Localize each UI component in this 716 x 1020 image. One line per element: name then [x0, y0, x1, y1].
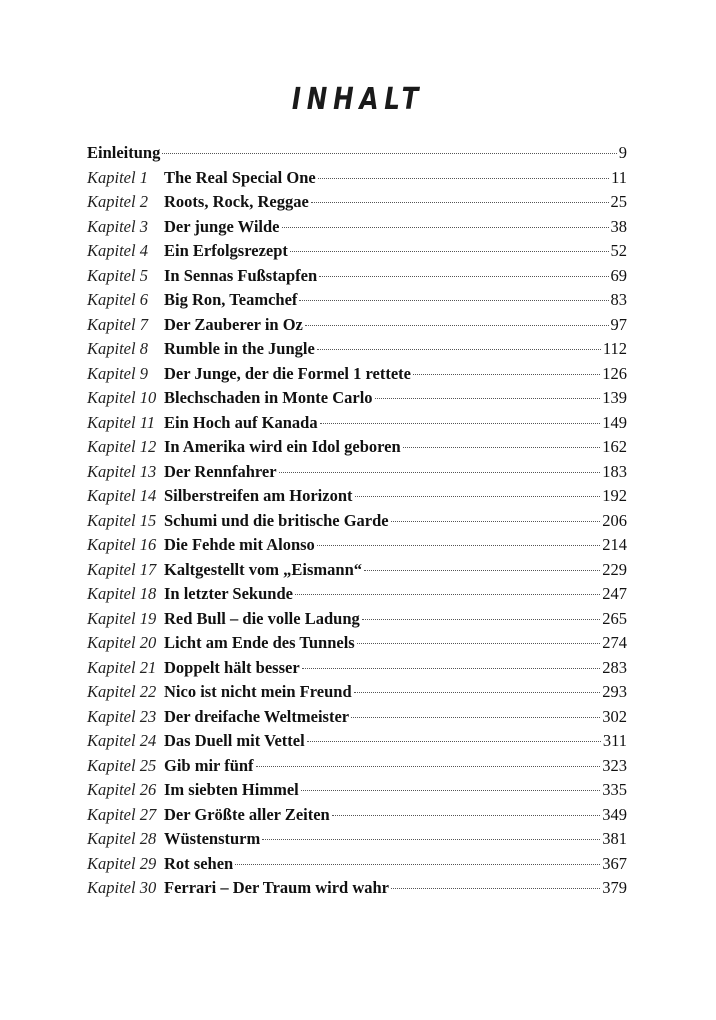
page-number: 367	[602, 853, 627, 873]
dot-leader	[332, 815, 601, 816]
chapter-number: Kapitel 13	[87, 461, 157, 481]
page-number: 25	[610, 192, 627, 211]
dot-leader	[305, 325, 609, 326]
chapter-number: Kapitel 15	[87, 510, 157, 530]
chapter-number: Kapitel 24	[87, 731, 157, 750]
toc-entry	[87, 754, 627, 779]
chapter-title: Wüstensturm	[164, 829, 261, 848]
chapter-number: Kapitel 29	[87, 853, 157, 873]
dot-leader	[279, 472, 601, 473]
page-number: 9	[618, 143, 627, 162]
chapter-number: Kapitel 12	[87, 437, 157, 456]
chapter-title: Die Fehde mit Alonso	[164, 535, 315, 554]
chapter-number: Kapitel 4	[87, 241, 148, 260]
toc-entry	[87, 631, 627, 656]
toc-entry	[87, 680, 627, 705]
toc-entry	[87, 509, 627, 534]
dot-leader	[282, 227, 609, 228]
toc-entry	[87, 215, 627, 240]
toc-entry	[87, 435, 627, 460]
chapter-title: Roots, Rock, Reggae	[164, 192, 309, 211]
chapter-title: Licht am Ende des Tunnels	[164, 633, 355, 652]
page-number: 335	[602, 780, 627, 799]
chapter-number: Kapitel 20	[87, 633, 157, 652]
dot-leader	[311, 202, 609, 203]
page-title: INHALT	[291, 82, 425, 117]
chapter-title: Der dreifache Weltmeister	[164, 706, 350, 726]
chapter-number: Kapitel 8	[87, 339, 148, 358]
chapter-title: Ein Erfolgsrezept	[164, 241, 288, 260]
dot-leader	[317, 545, 600, 546]
toc-entry	[87, 876, 627, 901]
toc-entry	[87, 803, 627, 828]
toc-entry	[87, 313, 627, 338]
toc-entry	[87, 337, 627, 362]
dot-leader	[357, 643, 601, 644]
page-number: 38	[610, 216, 627, 236]
chapter-number: Kapitel 6	[87, 290, 148, 309]
page-number: 83	[610, 290, 627, 309]
page-number: 214	[602, 535, 627, 554]
dot-leader	[351, 717, 600, 718]
dot-leader	[295, 594, 600, 595]
dot-leader	[364, 570, 600, 571]
page-number: 349	[602, 804, 627, 824]
page-number: 97	[610, 314, 627, 334]
chapter-title: Silberstreifen am Horizont	[164, 486, 353, 505]
dot-leader	[320, 423, 601, 424]
chapter-number: Kapitel 9	[87, 363, 148, 383]
chapter-number: Kapitel 7	[87, 314, 148, 334]
page-number: 162	[602, 437, 627, 456]
dot-leader	[355, 496, 601, 497]
toc-entry	[87, 386, 627, 411]
chapter-title: Schumi und die britische Garde	[164, 510, 389, 530]
dot-leader	[319, 276, 608, 277]
page-number: 126	[602, 363, 627, 383]
chapter-title: In Amerika wird ein Idol geboren	[164, 437, 401, 456]
dot-leader	[299, 300, 608, 301]
toc-entry	[87, 582, 627, 607]
page-number: 293	[602, 682, 627, 701]
chapter-title: Im siebten Himmel	[164, 780, 299, 799]
page-number: 149	[602, 412, 627, 432]
page-number: 183	[602, 461, 627, 481]
chapter-title: Kaltgestellt vom „Eismann“	[164, 559, 362, 579]
page-number: 283	[602, 657, 627, 677]
chapter-number: Kapitel 30	[87, 878, 157, 897]
chapter-number: Kapitel 23	[87, 706, 157, 726]
page-number: 206	[602, 510, 627, 530]
toc-entry	[87, 288, 627, 313]
dot-leader	[403, 447, 601, 448]
chapter-title: Gib mir fünf	[164, 755, 254, 775]
chapter-number: Kapitel 17	[87, 559, 157, 579]
chapter-title: Red Bull – die volle Ladung	[164, 608, 360, 628]
dot-leader	[262, 839, 600, 840]
dot-leader	[290, 251, 609, 252]
chapter-title: Ein Hoch auf Kanada	[164, 412, 318, 432]
page-number: 379	[602, 878, 627, 897]
chapter-title: Rot sehen	[164, 853, 234, 873]
page-number: 139	[602, 388, 627, 407]
table-of-contents	[87, 141, 627, 901]
toc-entry	[87, 533, 627, 558]
toc-entry	[87, 362, 627, 387]
dot-leader	[307, 741, 601, 742]
chapter-number: Kapitel 1	[87, 167, 148, 187]
chapter-title: In Sennas Fußstapfen	[164, 265, 318, 285]
dot-leader	[235, 864, 600, 865]
toc-entry	[87, 778, 627, 803]
page-number: 311	[602, 731, 627, 750]
chapter-number: Kapitel 26	[87, 780, 157, 799]
chapter-title: Der Junge, der die Formel 1 rettete	[164, 363, 411, 383]
chapter-number: Kapitel 3	[87, 216, 148, 236]
toc-entry	[87, 141, 627, 166]
chapter-title: Ferrari – Der Traum wird wahr	[164, 878, 389, 897]
toc-entry	[87, 166, 627, 191]
chapter-number: Kapitel 14	[87, 486, 157, 505]
chapter-number: Kapitel 16	[87, 535, 157, 554]
toc-entry	[87, 705, 627, 730]
chapter-number: Kapitel 18	[87, 584, 157, 603]
chapter-title: Big Ron, Teamchef	[164, 290, 298, 309]
toc-entry	[87, 239, 627, 264]
dot-leader	[162, 153, 616, 154]
toc-entry	[87, 411, 627, 436]
dot-leader	[256, 766, 601, 767]
page-number: 323	[602, 755, 627, 775]
chapter-title: Blechschaden in Monte Carlo	[164, 388, 373, 407]
dot-leader	[302, 668, 601, 669]
toc-entry	[87, 190, 627, 215]
page-number: 52	[610, 241, 627, 260]
page-number: 381	[602, 829, 627, 848]
chapter-title: The Real Special One	[164, 167, 316, 187]
chapter-number: Kapitel 28	[87, 829, 157, 848]
dot-leader	[391, 521, 601, 522]
chapter-title: Einleitung	[87, 143, 161, 162]
toc-entry	[87, 460, 627, 485]
dot-leader	[318, 178, 609, 179]
chapter-title: In letzter Sekunde	[164, 584, 293, 603]
page-number: 69	[610, 265, 627, 285]
page-number: 265	[602, 608, 627, 628]
toc-entry	[87, 558, 627, 583]
chapter-title: Doppelt hält besser	[164, 657, 300, 677]
chapter-title: Der Größte aller Zeiten	[164, 804, 330, 824]
page-number: 192	[602, 486, 627, 505]
dot-leader	[301, 790, 601, 791]
toc-entry	[87, 729, 627, 754]
chapter-number: Kapitel 10	[87, 388, 157, 407]
chapter-number: Kapitel 22	[87, 682, 157, 701]
chapter-number: Kapitel 19	[87, 608, 157, 628]
chapter-title: Rumble in the Jungle	[164, 339, 315, 358]
toc-entry	[87, 827, 627, 852]
chapter-title: Das Duell mit Vettel	[164, 731, 305, 750]
toc-entry	[87, 656, 627, 681]
chapter-number: Kapitel 2	[87, 192, 148, 211]
chapter-number: Kapitel 25	[87, 755, 157, 775]
chapter-number: Kapitel 27	[87, 804, 157, 824]
chapter-title: Nico ist nicht mein Freund	[164, 682, 352, 701]
dot-leader	[354, 692, 601, 693]
dot-leader	[375, 398, 601, 399]
toc-entry	[87, 852, 627, 877]
chapter-number: Kapitel 5	[87, 265, 148, 285]
page-number: 274	[602, 633, 627, 652]
chapter-number: Kapitel 21	[87, 657, 157, 677]
page-number: 112	[602, 339, 627, 358]
chapter-title: Der junge Wilde	[164, 216, 280, 236]
dot-leader	[391, 888, 600, 889]
chapter-title: Der Zauberer in Oz	[164, 314, 303, 334]
dot-leader	[317, 349, 601, 350]
page-number: 229	[602, 559, 627, 579]
toc-entry	[87, 264, 627, 289]
page-number: 247	[602, 584, 627, 603]
chapter-title: Der Rennfahrer	[164, 461, 277, 481]
page-number: 11	[611, 167, 627, 187]
dot-leader	[362, 619, 600, 620]
chapter-number: Kapitel 11	[87, 412, 155, 432]
page-number: 302	[602, 706, 627, 726]
dot-leader	[413, 374, 600, 375]
toc-entry	[87, 607, 627, 632]
toc-entry	[87, 484, 627, 509]
